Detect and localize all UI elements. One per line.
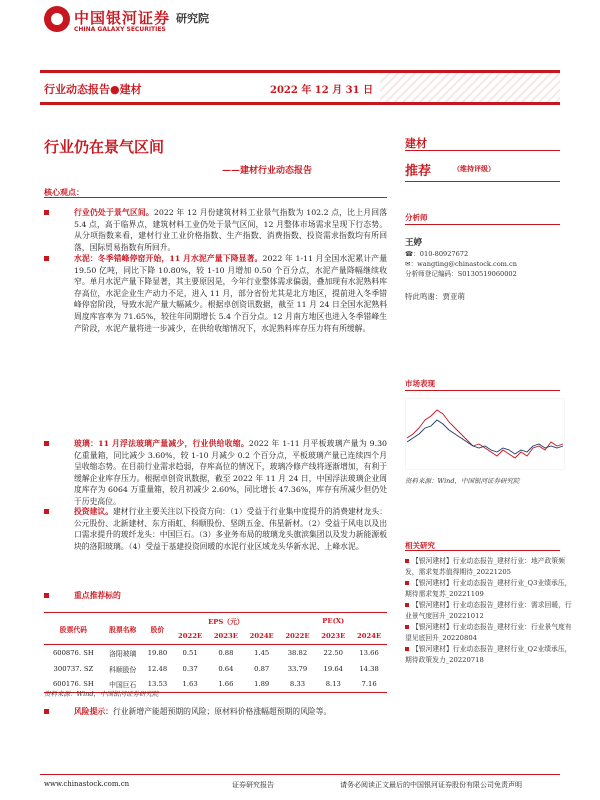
- year-header: 2024E: [244, 629, 280, 645]
- bullet-marker: [44, 441, 49, 446]
- bullet-marker: [44, 210, 49, 215]
- cell-price: 12.48: [147, 664, 168, 673]
- table-row: [44, 645, 387, 661]
- cell-value: 8.33: [280, 677, 316, 693]
- bullet-lead: 水泥：冬季错峰停窑开始，11 月水泥产量下降显著。: [74, 254, 263, 263]
- analyst-name: 王婷: [405, 238, 423, 248]
- cell-value: 1.63: [172, 677, 208, 693]
- cell-code: 600876. SH: [52, 648, 94, 657]
- year-header: 2022E: [280, 629, 316, 645]
- related-list: [405, 556, 575, 666]
- analyst-phone: ☎：010-80927672: [405, 250, 469, 258]
- cell-value: 19.64: [323, 664, 343, 673]
- cell-name: 科顺股份: [109, 665, 137, 674]
- bullet-marker: [44, 256, 49, 261]
- cell-value: 13.66: [359, 648, 379, 657]
- bullet-lead: 重点推荐标的: [74, 591, 121, 600]
- year-header: 2024E: [351, 629, 387, 645]
- sidebar-rule: [405, 550, 560, 551]
- market-label: 市场表现: [405, 379, 435, 388]
- report-date: 2022 年 12 月 31 日: [270, 85, 374, 96]
- rating-note: （维持评级）: [453, 164, 495, 173]
- cell-price: 13.53: [143, 677, 172, 693]
- pe-header: PE(X): [322, 616, 345, 625]
- cell-code: 600176. SH: [44, 677, 103, 693]
- series-line-a: [407, 410, 563, 458]
- report-subtitle: ——建材行业动态报告: [222, 166, 313, 176]
- related-item[interactable]: 【银河建材】行业动态报告_建材行业_Q2业绩承压，期待政策发力_20220718: [405, 645, 572, 664]
- analyst-label: 分析师: [405, 213, 428, 222]
- related-item[interactable]: 【银河建材】行业动态报告_建材行业：地产政策频发，需求复苏值得期待_20221205: [405, 557, 565, 576]
- cell-value: 1.45: [254, 648, 270, 657]
- bullet-marker: [44, 509, 49, 514]
- cell-price: 19.80: [147, 648, 168, 657]
- bullet-risk: [44, 706, 387, 718]
- bullet-lead: 玻璃：11 月浮法玻璃产量减少，行业供给收缩。: [74, 439, 249, 448]
- sidebar-rule: [405, 181, 560, 182]
- rating: 推荐: [405, 164, 432, 179]
- cell-value: 0.87: [254, 664, 270, 673]
- cell-value: 0.88: [218, 648, 234, 657]
- brand-name: 中国银河证券: [74, 9, 171, 27]
- cell-name: 洛阳玻璃: [109, 649, 137, 658]
- year-header: 2023E: [315, 629, 351, 645]
- related-item[interactable]: 【银河建材】行业动态报告_建材行业：需求回暖，行业景气度回升_20221012: [405, 601, 572, 620]
- bullet-lead: 投资建议。: [74, 507, 113, 516]
- analyst-email: ✉：wangting@chinastock.com.cn: [405, 260, 517, 268]
- cell-value: 8.13: [315, 677, 351, 693]
- bullet-marker: [44, 593, 49, 598]
- series-line-b: [407, 420, 563, 454]
- bullet-text: 建材行业主要关注以下投资方向：（1）受益于行业集中度提升的消费建材龙头：公元股份、北新建材、东方雨虹、科顺股份、坚朗五金、伟星新材。（2）受益于风电以及出口需求提升的玻纤龙头：中国巨石。（3）多业务布局的玻璃龙头旗滨集团以及发力新能源板块的洛阳玻璃。（4）受益于基建投资回暖的水泥行业区域龙头华新水泥、上峰水泥。: [74, 507, 388, 551]
- bullet-cement: [44, 253, 387, 334]
- bullet-glass: [44, 438, 387, 508]
- risk-text: 行业新增产能超预期的风险；原材料价格涨幅超预期的风险等。: [112, 707, 332, 716]
- related-item[interactable]: 【银河建材】行业动态报告_建材行业：行业景气度有望见底回升_20220804: [405, 623, 572, 642]
- core-label: 核心观点：: [44, 187, 84, 197]
- eps-header: EPS（元）: [208, 617, 244, 626]
- cell-value: 33.79: [287, 664, 308, 673]
- cell-value: 7.16: [351, 677, 387, 693]
- cell-value: 38.82: [287, 648, 308, 657]
- year-header: 2023E: [208, 629, 244, 645]
- recommendation-table: [44, 612, 387, 693]
- sidebar-rule: [405, 150, 560, 151]
- year-header: 2022E: [172, 629, 208, 645]
- cell-value: 1.66: [208, 677, 244, 693]
- market-chart: [405, 398, 565, 470]
- cell-code: 300737. SZ: [53, 664, 94, 673]
- bullet-lead: 行业仍处于景气区间。: [74, 208, 154, 217]
- bullet-industry: [44, 207, 387, 253]
- sidebar-rule: [405, 224, 560, 225]
- report-tag: 行业动态报告●建材: [44, 83, 142, 96]
- analyst-cert: 分析师登记编码：S0130519060002: [405, 270, 517, 278]
- cell-value: 14.38: [359, 664, 379, 673]
- footer-rule: [40, 774, 560, 775]
- cell-value: 0.37: [182, 664, 198, 673]
- footer-disclaimer: 请务必阅读正文最后的中国银河证券股份有限公司免责声明: [340, 781, 522, 789]
- cell-name: 中国巨石: [103, 677, 143, 693]
- header-pattern: [380, 73, 560, 102]
- table-source: 资料来源：Wind，中国银河证券研究院: [44, 690, 159, 698]
- cell-value: 1.89: [244, 677, 280, 693]
- related-label: 相关研究: [405, 541, 435, 550]
- sidebar-rule: [405, 390, 560, 391]
- brand-logo-icon: [44, 6, 70, 32]
- bullet-text: 2022 年 12 月份建筑材料工业景气指数为 102.2 点，比上月回落 5.4 点，高于临界点，建筑材料工业仍处于景气区间，12 月整体市场需求呈现下行态势。从分项指数来看，建材行业工业价格指数、生产指数、消费指数、投资需求指数均有所回落，国际贸易指数有所回升。: [74, 208, 387, 252]
- brand-name-en: CHINA GALAXY SECURITIES: [74, 26, 166, 33]
- header-rule-bottom: [40, 102, 560, 105]
- cell-value: 0.64: [218, 664, 234, 673]
- risk-lead: 风险提示：: [74, 707, 113, 716]
- institute-label: 研究院: [176, 12, 209, 25]
- contributor: 特此鸣谢：贾亚萌: [405, 292, 465, 301]
- bullet-investment: [44, 506, 387, 552]
- col-name: 股票名称: [103, 613, 143, 645]
- col-code: 股票代码: [44, 613, 103, 645]
- bullet-marker: [44, 709, 49, 714]
- sector-name: 建材: [405, 137, 427, 150]
- chart-source: 资料来源：Wind，中国银河证券研究院: [405, 477, 520, 485]
- table-row: [44, 661, 387, 677]
- footer-center: 证券研究报告: [232, 781, 274, 789]
- section-rule: [44, 197, 387, 198]
- cell-value: 22.50: [323, 648, 343, 657]
- bullet-recommend: [44, 590, 387, 602]
- related-item[interactable]: 【银河建材】行业动态报告_建材行业_Q3业绩承压，期待需求复苏_20221109: [405, 579, 572, 598]
- report-title: 行业仍在景气区间: [44, 138, 165, 156]
- bullet-text: 2022 年 1-11 月平板玻璃产量为 9.30 亿重量箱，同比减少 3.60%，较 1-10 月减少 0.2 个百分点，平板玻璃产量已连续四个月呈收缩态势。在目前行业需求趋弱，存库高位的情况下，玻璃冷修产线将逐渐增加，有利于缓解企业库存压力。根据卓创资讯数据，截至 2022 年 11 月 24 日，中国浮法玻璃企业周度库存为 6064 万重量箱，较月初减少 2.60%，同比增长 47.36%，库存有所减少但仍处于历史高位。: [74, 439, 388, 506]
- footer-url[interactable]: www.chinastock.com.cn: [44, 780, 130, 788]
- col-price: 股价: [143, 613, 172, 645]
- bullet-text: 2022 年 1-11 月全国水泥累计产量 19.50 亿吨，同比下降 10.80%，较 1-10 月增加 0.50 个百分点，水泥产量降幅继续收窄。单月水泥产量下降显著，其主要原因是，今年行业整体需求偏弱，叠加现有水泥熟料库存高位，水泥企业生产动力不足，进入 11 月，部分省份尤其是北方地区，提前进入冬季错峰停窑阶段，导致水泥产量大幅减少。根据卓创资讯数据，截至 11 月 24 日全国水泥熟料周度库容率为 71.65%，较往年同期增长 5.4 个百分点。12 月南方地区也进入冬季错峰生产阶段，水泥产量将进一步减少，在供给收缩情况下，水泥熟料库存压力将有所缓解。: [74, 254, 388, 333]
- cell-value: 0.51: [182, 648, 198, 657]
